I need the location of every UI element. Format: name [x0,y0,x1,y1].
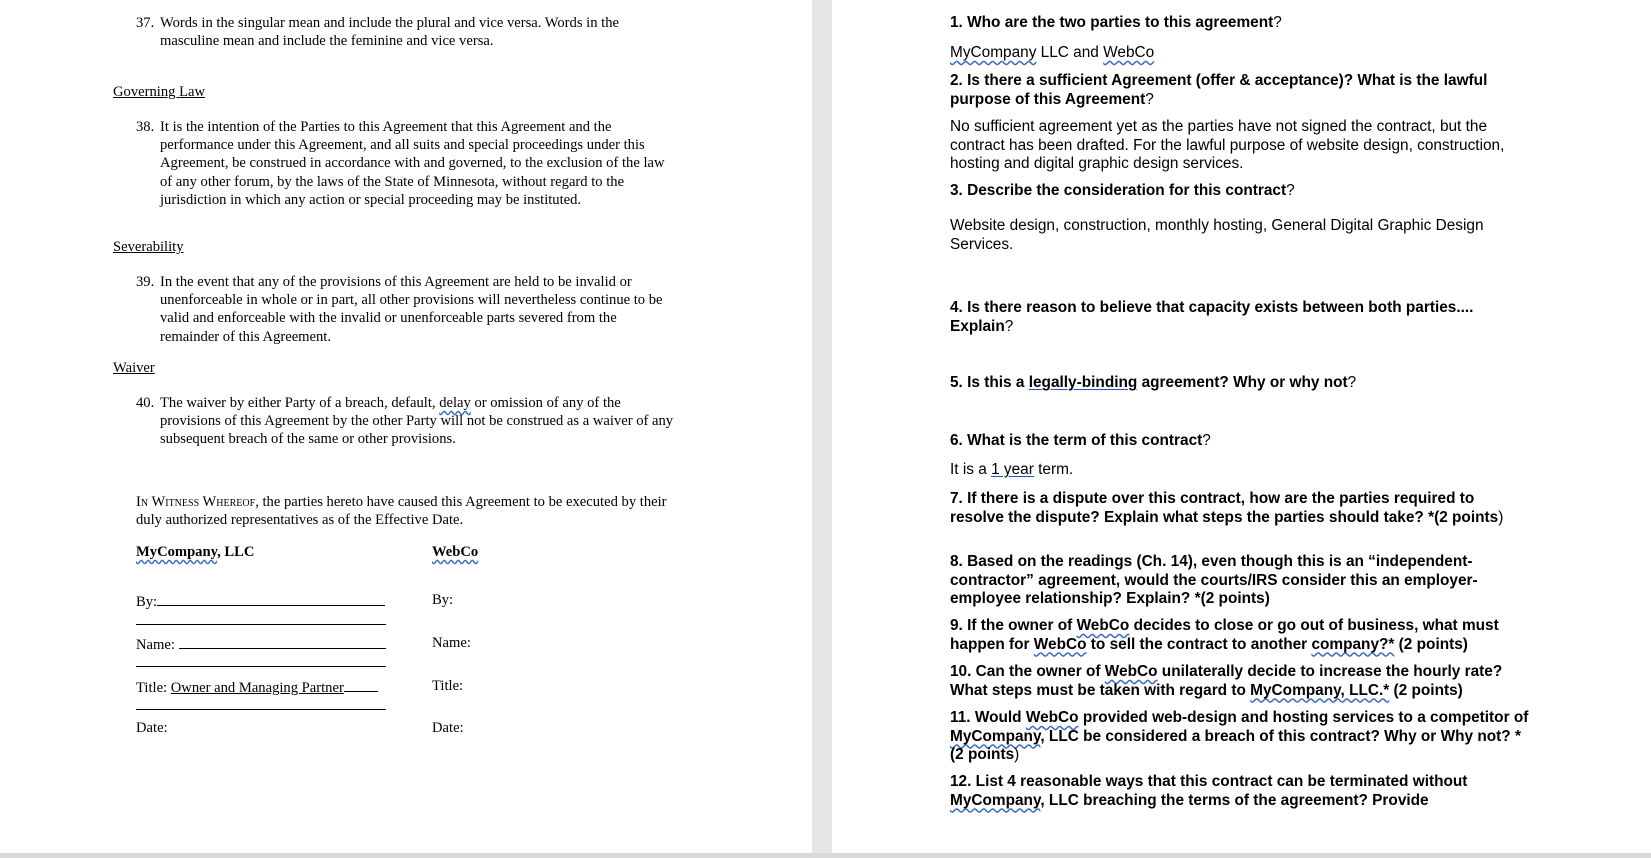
right-date-label: Date: [432,720,464,736]
question-3: 3. Describe the consideration for this contract? [950,182,1295,199]
left-name-line: Name: [136,634,386,654]
clause-number: 40. [136,395,155,411]
window-bottom-edge [0,853,1651,858]
question-7: 7. If there is a dispute over this contract, how are the parties required to resolve the dispute? Explain what steps the parties should take? *(2 points) [950,490,1504,526]
clause-number: 37. [136,15,155,31]
question-6: 6. What is the term of this contract? [950,432,1211,449]
left-title-line: Title: Owner and Managing Partner [136,677,378,697]
page-gutter [812,0,832,858]
clause-text: In the event that any of the provisions of this Agreement are held to be invalid or unenforceable in whole or in part, all other provisions will nevertheless continue to be valid and enforceable with the invalid or unenforceable parts severed from the remainder of this Agreement. [160,274,663,345]
divider [136,709,386,710]
left-date-label: Date: [136,720,168,736]
link-legally-binding[interactable]: legally-binding [1028,374,1138,391]
spelling-flag: delay [439,395,471,411]
clause-38 [136,118,676,209]
link-1-year[interactable]: 1 year [991,461,1034,478]
witness-statement: In Witness Whereof, the parties hereto have caused this Agreement to be executed by their duly authorized representatives as of the Effective Date. [136,494,667,529]
right-title-label: Title: [432,678,464,694]
severability-heading: Severability [113,239,184,255]
answer-3: Website design, construction, monthly hosting, General Digital Graphic Design Services. [950,217,1484,253]
answer-1: MyCompany LLC and WebCo [950,44,1155,61]
question-1: 1. Who are the two parties to this agreement? [950,14,1282,31]
right-name-label: Name: [432,635,471,651]
clause-number: 38. [136,119,155,135]
signature-party-mycompany: MyCompany, LLC [136,544,255,560]
question-4: 4. Is there reason to believe that capacity exists between both parties.... Explain? [950,299,1474,335]
clause-40 [136,394,676,449]
question-2: 2. Is there a sufficient Agreement (offer & acceptance)? What is the lawful purpose of this Agreement? [950,72,1488,108]
clause-text: The waiver by either Party of a breach, default, delay or omission of any of the provisions of this Agreement by the other Party will not be construed as a waiver of any subsequent breach of the same or other provisions. [160,395,674,448]
answer-6: It is a 1 year term. [950,461,1074,478]
contract-page [0,0,812,858]
question-5: 5. Is this a legally-binding agreement? Why or why not? [950,374,1357,391]
waiver-heading: Waiver [113,360,155,376]
question-9: 9. If the owner of WebCo decides to close or go out of business, what must happen for WebCo to sell the contract to another company?* (2 points) [950,617,1499,653]
clause-39 [136,273,676,346]
right-by-label: By: [432,592,454,608]
governing-law-heading: Governing Law [113,84,205,100]
divider [136,624,386,625]
clause-37 [136,14,676,50]
left-by-line: By: [136,591,385,611]
questions-page [832,0,1651,858]
signature-party-webco: WebCo [432,544,479,560]
question-10: 10. Can the owner of WebCo unilaterally decide to increase the hourly rate? What steps must be taken with regard to MyCompany, LLC.* (2 points) [950,663,1503,699]
clause-text: It is the intention of the Parties to this Agreement that this Agreement and the performance under this Agreement, and all suits and special proceedings under this Agreement, be construed in accordance with and governed, to the exclusion of the law of any other forum, by the laws of the State of Minnesota, without regard to the jurisdiction in which any action or special proceeding may be instituted. [160,119,665,208]
title-value: Owner and Managing Partner [170,680,344,696]
question-12: 12. List 4 reasonable ways that this contract can be terminated without MyCompany, LLC breaching the terms of the agreement? Provide [950,773,1468,809]
question-11: 11. Would WebCo provided web-design and hosting services to a competitor of MyCompany, LLC be considered a breach of this contract? Why or Why not? * (2 points) [950,709,1529,764]
clause-text: Words in the singular mean and include the plural and vice versa. Words in the masculine mean and include the feminine and vice versa. [160,15,619,50]
answer-2: No sufficient agreement yet as the parties have not signed the contract, but the contract has been drafted. For the lawful purpose of website design, construction, hosting and digital graphic design services. [950,118,1505,173]
question-8: 8. Based on the readings (Ch. 14), even though this is an “independent-contractor” agreement, would the courts/IRS consider this an employer-employee relationship? Explain? *(2 points) [950,553,1478,608]
divider [136,666,386,667]
clause-number: 39. [136,274,155,290]
